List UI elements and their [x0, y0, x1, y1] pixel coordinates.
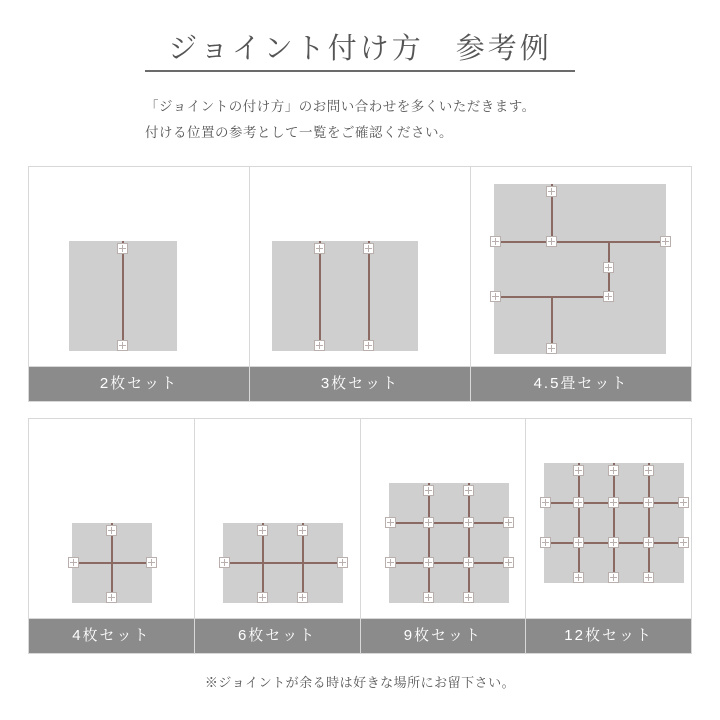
joint-marker	[463, 485, 474, 496]
seam-line	[648, 463, 650, 583]
diagram-cell-set-3	[250, 167, 471, 401]
seam-line	[368, 241, 370, 351]
joint-marker	[423, 592, 434, 603]
diagram-cell-set-45	[471, 167, 691, 401]
joint-marker	[643, 497, 654, 508]
joint-marker	[463, 592, 474, 603]
diagram-label-set-45: 4.5畳セット	[471, 366, 691, 401]
diagram-label-set-4: 4枚セット	[29, 618, 194, 653]
lead-line-2: 付ける位置の参考として一覧をご確認ください。	[145, 125, 453, 140]
joint-marker	[678, 537, 689, 548]
joint-marker	[463, 517, 474, 528]
joint-marker	[678, 497, 689, 508]
joint-marker	[608, 497, 619, 508]
diagram-label-set-12: 12枚セット	[526, 618, 691, 653]
diagram-label-set-3: 3枚セット	[250, 366, 470, 401]
seam-line	[389, 562, 509, 564]
joint-marker	[643, 537, 654, 548]
joint-marker	[463, 557, 474, 568]
lead-line-1: 「ジョイントの付け方」のお問い合わせを多くいただきます。	[145, 99, 536, 114]
diagram-art-set-3	[250, 167, 470, 366]
joint-marker	[546, 343, 557, 354]
joint-marker	[68, 557, 79, 568]
joint-marker	[608, 537, 619, 548]
joint-marker	[314, 243, 325, 254]
joint-marker	[219, 557, 230, 568]
seam-line	[319, 241, 321, 351]
seam-line	[223, 562, 343, 564]
joint-marker	[423, 557, 434, 568]
joint-marker	[106, 525, 117, 536]
joint-marker	[117, 340, 128, 351]
joint-marker	[490, 291, 501, 302]
joint-marker	[643, 572, 654, 583]
diagram-cell-set-6	[195, 419, 361, 653]
joint-marker	[117, 243, 128, 254]
title-underline	[145, 70, 575, 72]
joint-marker	[146, 557, 157, 568]
joint-marker	[385, 517, 396, 528]
joint-marker	[608, 465, 619, 476]
joint-marker	[608, 572, 619, 583]
joint-marker	[297, 592, 308, 603]
joint-marker	[503, 557, 514, 568]
joint-marker	[540, 497, 551, 508]
seam-line	[468, 483, 470, 603]
joint-marker	[337, 557, 348, 568]
footer-note: ※ジョイントが余る時は好きな場所にお留下さい。	[204, 675, 516, 690]
joint-marker	[385, 557, 396, 568]
joint-marker	[573, 497, 584, 508]
diagram-art-set-6	[195, 419, 360, 618]
diagram-cell-set-9	[361, 419, 527, 653]
joint-marker	[573, 572, 584, 583]
diagram-cell-set-12	[526, 419, 691, 653]
seam-line	[428, 483, 430, 603]
seam-line	[122, 241, 124, 351]
seam-line	[389, 522, 509, 524]
seam-line	[72, 562, 152, 564]
diagram-cell-set-2	[29, 167, 250, 401]
joint-marker	[423, 485, 434, 496]
seam-line	[494, 241, 666, 243]
diagram-art-set-45	[471, 167, 691, 366]
joint-marker	[106, 592, 117, 603]
joint-marker	[423, 517, 434, 528]
diagram-cell-set-4	[29, 419, 195, 653]
joint-marker	[503, 517, 514, 528]
joint-marker	[643, 465, 654, 476]
joint-marker	[603, 291, 614, 302]
seam-line	[578, 463, 580, 583]
diagram-label-set-2: 2枚セット	[29, 366, 249, 401]
mat-block	[389, 483, 509, 603]
joint-marker	[603, 262, 614, 273]
page-title: ジョイント付け方 参考例	[168, 33, 552, 65]
joint-marker	[573, 537, 584, 548]
diagram-art-set-4	[29, 419, 194, 618]
mat-block	[494, 184, 666, 354]
joint-marker	[546, 186, 557, 197]
mat-block	[272, 241, 418, 351]
joint-marker	[546, 236, 557, 247]
diagram-label-set-6: 6枚セット	[195, 618, 360, 653]
joint-marker	[573, 465, 584, 476]
joint-marker	[660, 236, 671, 247]
lead-text	[145, 94, 595, 146]
joint-marker	[314, 340, 325, 351]
diagram-art-set-9	[361, 419, 526, 618]
diagram-art-set-12	[526, 419, 691, 618]
joint-marker	[363, 243, 374, 254]
joint-marker	[257, 525, 268, 536]
joint-marker	[363, 340, 374, 351]
diagram-grid-bottom	[28, 418, 692, 654]
seam-line	[613, 463, 615, 583]
joint-marker	[297, 525, 308, 536]
joint-marker	[257, 592, 268, 603]
joint-marker	[490, 236, 501, 247]
diagram-art-set-2	[29, 167, 249, 366]
diagram-label-set-9: 9枚セット	[361, 618, 526, 653]
diagram-grid-top	[28, 166, 692, 402]
joint-marker	[540, 537, 551, 548]
